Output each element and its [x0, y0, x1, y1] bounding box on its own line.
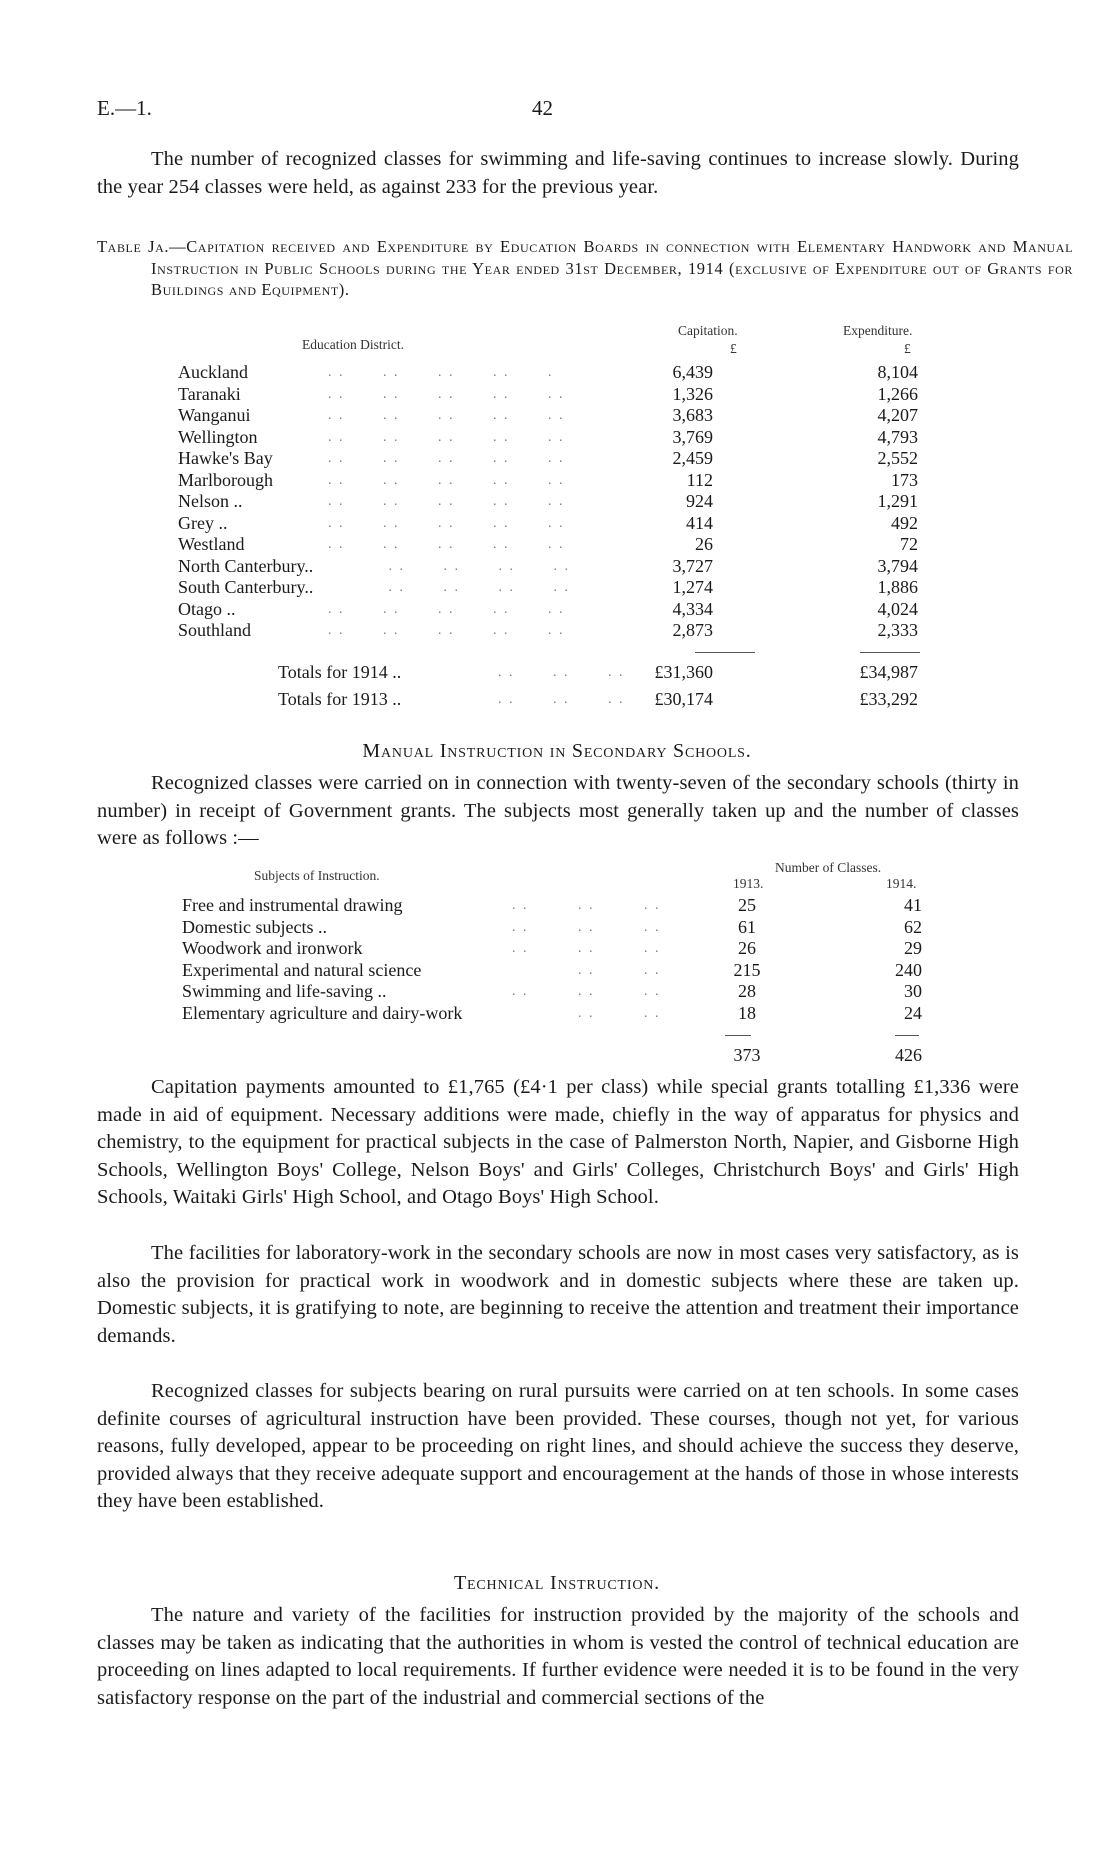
table-row — [178, 448, 918, 470]
leader-dots: . . . . . . — [512, 941, 661, 956]
table-row — [182, 938, 922, 960]
expenditure-value: 8,104 — [877, 362, 918, 382]
technical-paragraph: The nature and variety of the facilities for instruction provided by the majority of the schools and classes may be taken as indicating that the authorities in whom is vested the control of technical education are proceeding on lines adapted to local requirements. If further evidence were needed it is to be found in the very satisfactory response on the part of the industrial and commercial sections of the — [97, 1604, 1019, 1709]
leader-dots: . . . . . . . . . . — [328, 537, 565, 552]
table-row — [182, 895, 922, 917]
expenditure-value: 173 — [891, 469, 918, 490]
subject-name: Domestic subjects .. — [182, 916, 327, 937]
column-header-number-of-classes: Number of Classes. — [775, 860, 882, 875]
page-number: 42 — [532, 96, 553, 120]
rural-pursuits-paragraph: Recognized classes for subjects bearing on rural pursuits were carried on at ten schools. In some cases definite courses of agricultural instruction have been provided. These courses, though not yet, for various reasons, fully developed, appear to be proceeding on right lines, and should achieve the success they deserve, provided always that they receive adequate support and encouragement at the hands of those in whose interests they have been established. — [97, 1380, 1019, 1512]
capitation-value: 112 — [686, 469, 713, 490]
totals-row-1914 — [178, 662, 918, 684]
classes-1913: 18 — [738, 1002, 756, 1023]
table-row — [178, 362, 918, 384]
classes-1913: 28 — [738, 981, 756, 1001]
district-name: Grey .. — [178, 512, 228, 533]
capitation-value: 1,326 — [672, 383, 713, 404]
leader-dots: . . . . . . . . . . — [328, 623, 565, 638]
section-heading-secondary: Manual Instruction in Secondary Schools. — [362, 740, 752, 762]
subject-name: Experimental and natural science — [182, 959, 422, 980]
classes-1914: 29 — [904, 938, 922, 958]
table-row — [182, 917, 922, 939]
district-name: Wellington — [178, 426, 258, 447]
district-name: Wanganui — [178, 405, 251, 425]
table-row — [178, 577, 918, 599]
table-row — [178, 405, 918, 427]
district-name: Otago .. — [178, 598, 236, 619]
total-1914: 426 — [895, 1045, 922, 1065]
classes-1913: 61 — [738, 916, 756, 937]
intro-paragraph: The number of recognized classes for swimming and life-saving continues to increase slowly. During the year 254 classes were held, as against 233 for the previous year. — [97, 148, 1019, 198]
subject-name: Swimming and life-saving .. — [182, 981, 387, 1001]
classes-1913: 25 — [738, 895, 756, 915]
capitation-value: 924 — [686, 491, 713, 511]
subject-name: Woodwork and ironwork — [182, 938, 363, 958]
expenditure-value: 492 — [891, 512, 918, 533]
table-row — [178, 384, 918, 406]
total-rule-1913 — [725, 1035, 751, 1036]
table-row — [182, 1003, 922, 1025]
leader-dots: . . . . . . . . . . — [328, 494, 565, 509]
capitation-value: 1,274 — [672, 577, 713, 597]
leader-dots: . . . . . . — [498, 692, 625, 707]
leader-dots: . . . . . . . . . — [328, 365, 554, 380]
district-name: Westland — [178, 534, 245, 554]
capitation-value: 3,769 — [672, 426, 713, 447]
leader-dots: . . . . . . . . . . — [328, 472, 565, 488]
column-header-district: Education District. — [302, 337, 404, 352]
classes-1914: 240 — [895, 959, 922, 980]
leader-dots: . . . . . . . . — [328, 580, 570, 595]
report-code: E.—1. — [97, 96, 152, 120]
capitation-value: 414 — [686, 512, 713, 533]
expenditure-value: 2,333 — [877, 620, 918, 640]
expenditure-value: 4,793 — [877, 426, 918, 447]
leader-dots: . . . . . . — [512, 984, 661, 999]
district-name: Hawke's Bay — [178, 448, 273, 468]
classes-1914: 30 — [904, 981, 922, 1001]
total-rule-1914 — [895, 1035, 919, 1036]
capitation-total: £30,174 — [654, 689, 713, 709]
secondary-intro-paragraph: Recognized classes were carried on in connection with twenty-seven of the secondary schools (thirty in number) in receipt of Government grants. The subjects most generally taken up and the number of classes were as follows :— — [97, 772, 1019, 849]
district-name: Auckland — [178, 362, 248, 382]
table-row — [178, 491, 918, 513]
section-heading-technical: Technical Instruction. — [454, 1572, 660, 1594]
capitation-total-rule — [695, 652, 755, 653]
column-header-expenditure: Expenditure. — [843, 323, 913, 338]
laboratory-paragraph: The facilities for laboratory-work in the secondary schools are now in most cases very satisfactory, as is also the provision for practical work in woodwork and in domestic subjects where these are taken up. Domestic subjects, it is gratifying to note, are beginning to receive the attention and treatment their importance demands. — [97, 1242, 1019, 1347]
leader-dots: . . . . — [512, 962, 661, 978]
totals-label: Totals for 1914 .. — [278, 662, 402, 682]
leader-dots: . . . . . . . . . . — [328, 408, 565, 423]
district-name: South Canterbury.. — [178, 577, 314, 597]
table-row — [178, 427, 918, 449]
expenditure-total: £33,292 — [859, 689, 918, 709]
capitation-total: £31,360 — [654, 662, 713, 682]
leader-dots: . . . . . . . . . . — [328, 451, 565, 466]
district-name: Nelson .. — [178, 491, 243, 511]
table-row — [182, 981, 922, 1003]
classes-1913: 215 — [733, 959, 761, 980]
leader-dots: . . . . . . . . . . — [328, 515, 565, 531]
classes-1914: 62 — [904, 916, 922, 937]
table-row — [178, 534, 918, 556]
capitation-value: 2,873 — [672, 620, 713, 640]
table-row — [182, 960, 922, 982]
expenditure-value: 1,291 — [877, 491, 918, 511]
secondary-totals-row — [182, 1045, 922, 1067]
capitation-paragraph: Capitation payments amounted to £1,765 (£4·1 per class) while special grants totalling £1,336 were made in aid of equipment. Necessary additions were made, chiefly in the way of apparatus for physics and chemistry, to the equipment for practical subjects in the case of Palmerston North, Napier, and Gisborne High Schools, Wellington Boys' College, Nelson Boys' and Girls' Colleges, Christchurch Boys' and Girls' High Schools, Waitaki Girls' High School, and Otago Boys' High School. — [97, 1076, 1019, 1208]
leader-dots: . . . . . . . . . . — [328, 429, 565, 445]
total-1913: 373 — [733, 1045, 761, 1065]
subject-name: Elementary agriculture and dairy-work — [182, 1002, 463, 1023]
expenditure-value: 4,024 — [877, 598, 918, 619]
leader-dots: . . . . . . . . . . — [328, 601, 565, 617]
classes-1913: 26 — [738, 938, 756, 958]
leader-dots: . . . . — [512, 1005, 661, 1021]
capitation-value: 2,459 — [672, 448, 713, 468]
capitation-value: 4,334 — [672, 598, 713, 619]
totals-label: Totals for 1913 .. — [278, 689, 402, 709]
table-row — [178, 599, 918, 621]
district-name: Marlborough — [178, 469, 273, 490]
expenditure-value: 4,207 — [877, 405, 918, 425]
capitation-value: 6,439 — [672, 362, 713, 382]
table-row — [178, 620, 918, 642]
leader-dots: . . . . . . . . . . — [328, 386, 565, 402]
subject-name: Free and instrumental drawing — [182, 895, 403, 915]
column-header-1913: 1913. — [733, 876, 764, 891]
leader-dots: . . . . . . — [498, 665, 625, 680]
expenditure-value: 1,886 — [877, 577, 918, 597]
table-row — [178, 556, 918, 578]
expenditure-value: 72 — [900, 534, 918, 554]
currency-symbol-capitation: £ — [730, 341, 737, 356]
district-name: Taranaki — [178, 383, 241, 404]
leader-dots: . . . . . . . . — [328, 558, 570, 574]
classes-1914: 41 — [904, 895, 922, 915]
capitation-value: 26 — [695, 534, 713, 554]
leader-dots: . . . . . . — [512, 898, 661, 913]
leader-dots: . . . . . . — [512, 919, 661, 935]
table-row — [178, 470, 918, 492]
capitation-value: 3,727 — [672, 555, 713, 576]
classes-1914: 24 — [904, 1002, 922, 1023]
expenditure-total: £34,987 — [859, 662, 918, 682]
expenditure-total-rule — [860, 652, 920, 653]
currency-symbol-expenditure: £ — [904, 341, 911, 356]
expenditure-value: 1,266 — [877, 383, 918, 404]
expenditure-value: 3,794 — [877, 555, 918, 576]
capitation-value: 3,683 — [672, 405, 713, 425]
column-header-1914: 1914. — [886, 876, 917, 891]
column-header-capitation: Capitation. — [678, 323, 738, 338]
expenditure-value: 2,552 — [877, 448, 918, 468]
table-row — [178, 513, 918, 535]
district-name: North Canterbury.. — [178, 555, 314, 576]
table-ja-title: Table Ja.—Capitation received and Expenditure by Education Boards in connection with Elementary Handwork and Manual Instruction in Public Schools during the Year ended 31st December, 1914 (exclusive of Expenditure out of Grants for Buildings and Equipment). — [97, 237, 1073, 299]
column-header-subject: Subjects of Instruction. — [254, 868, 380, 883]
totals-row-1913 — [178, 689, 918, 711]
district-name: Southland — [178, 620, 252, 640]
